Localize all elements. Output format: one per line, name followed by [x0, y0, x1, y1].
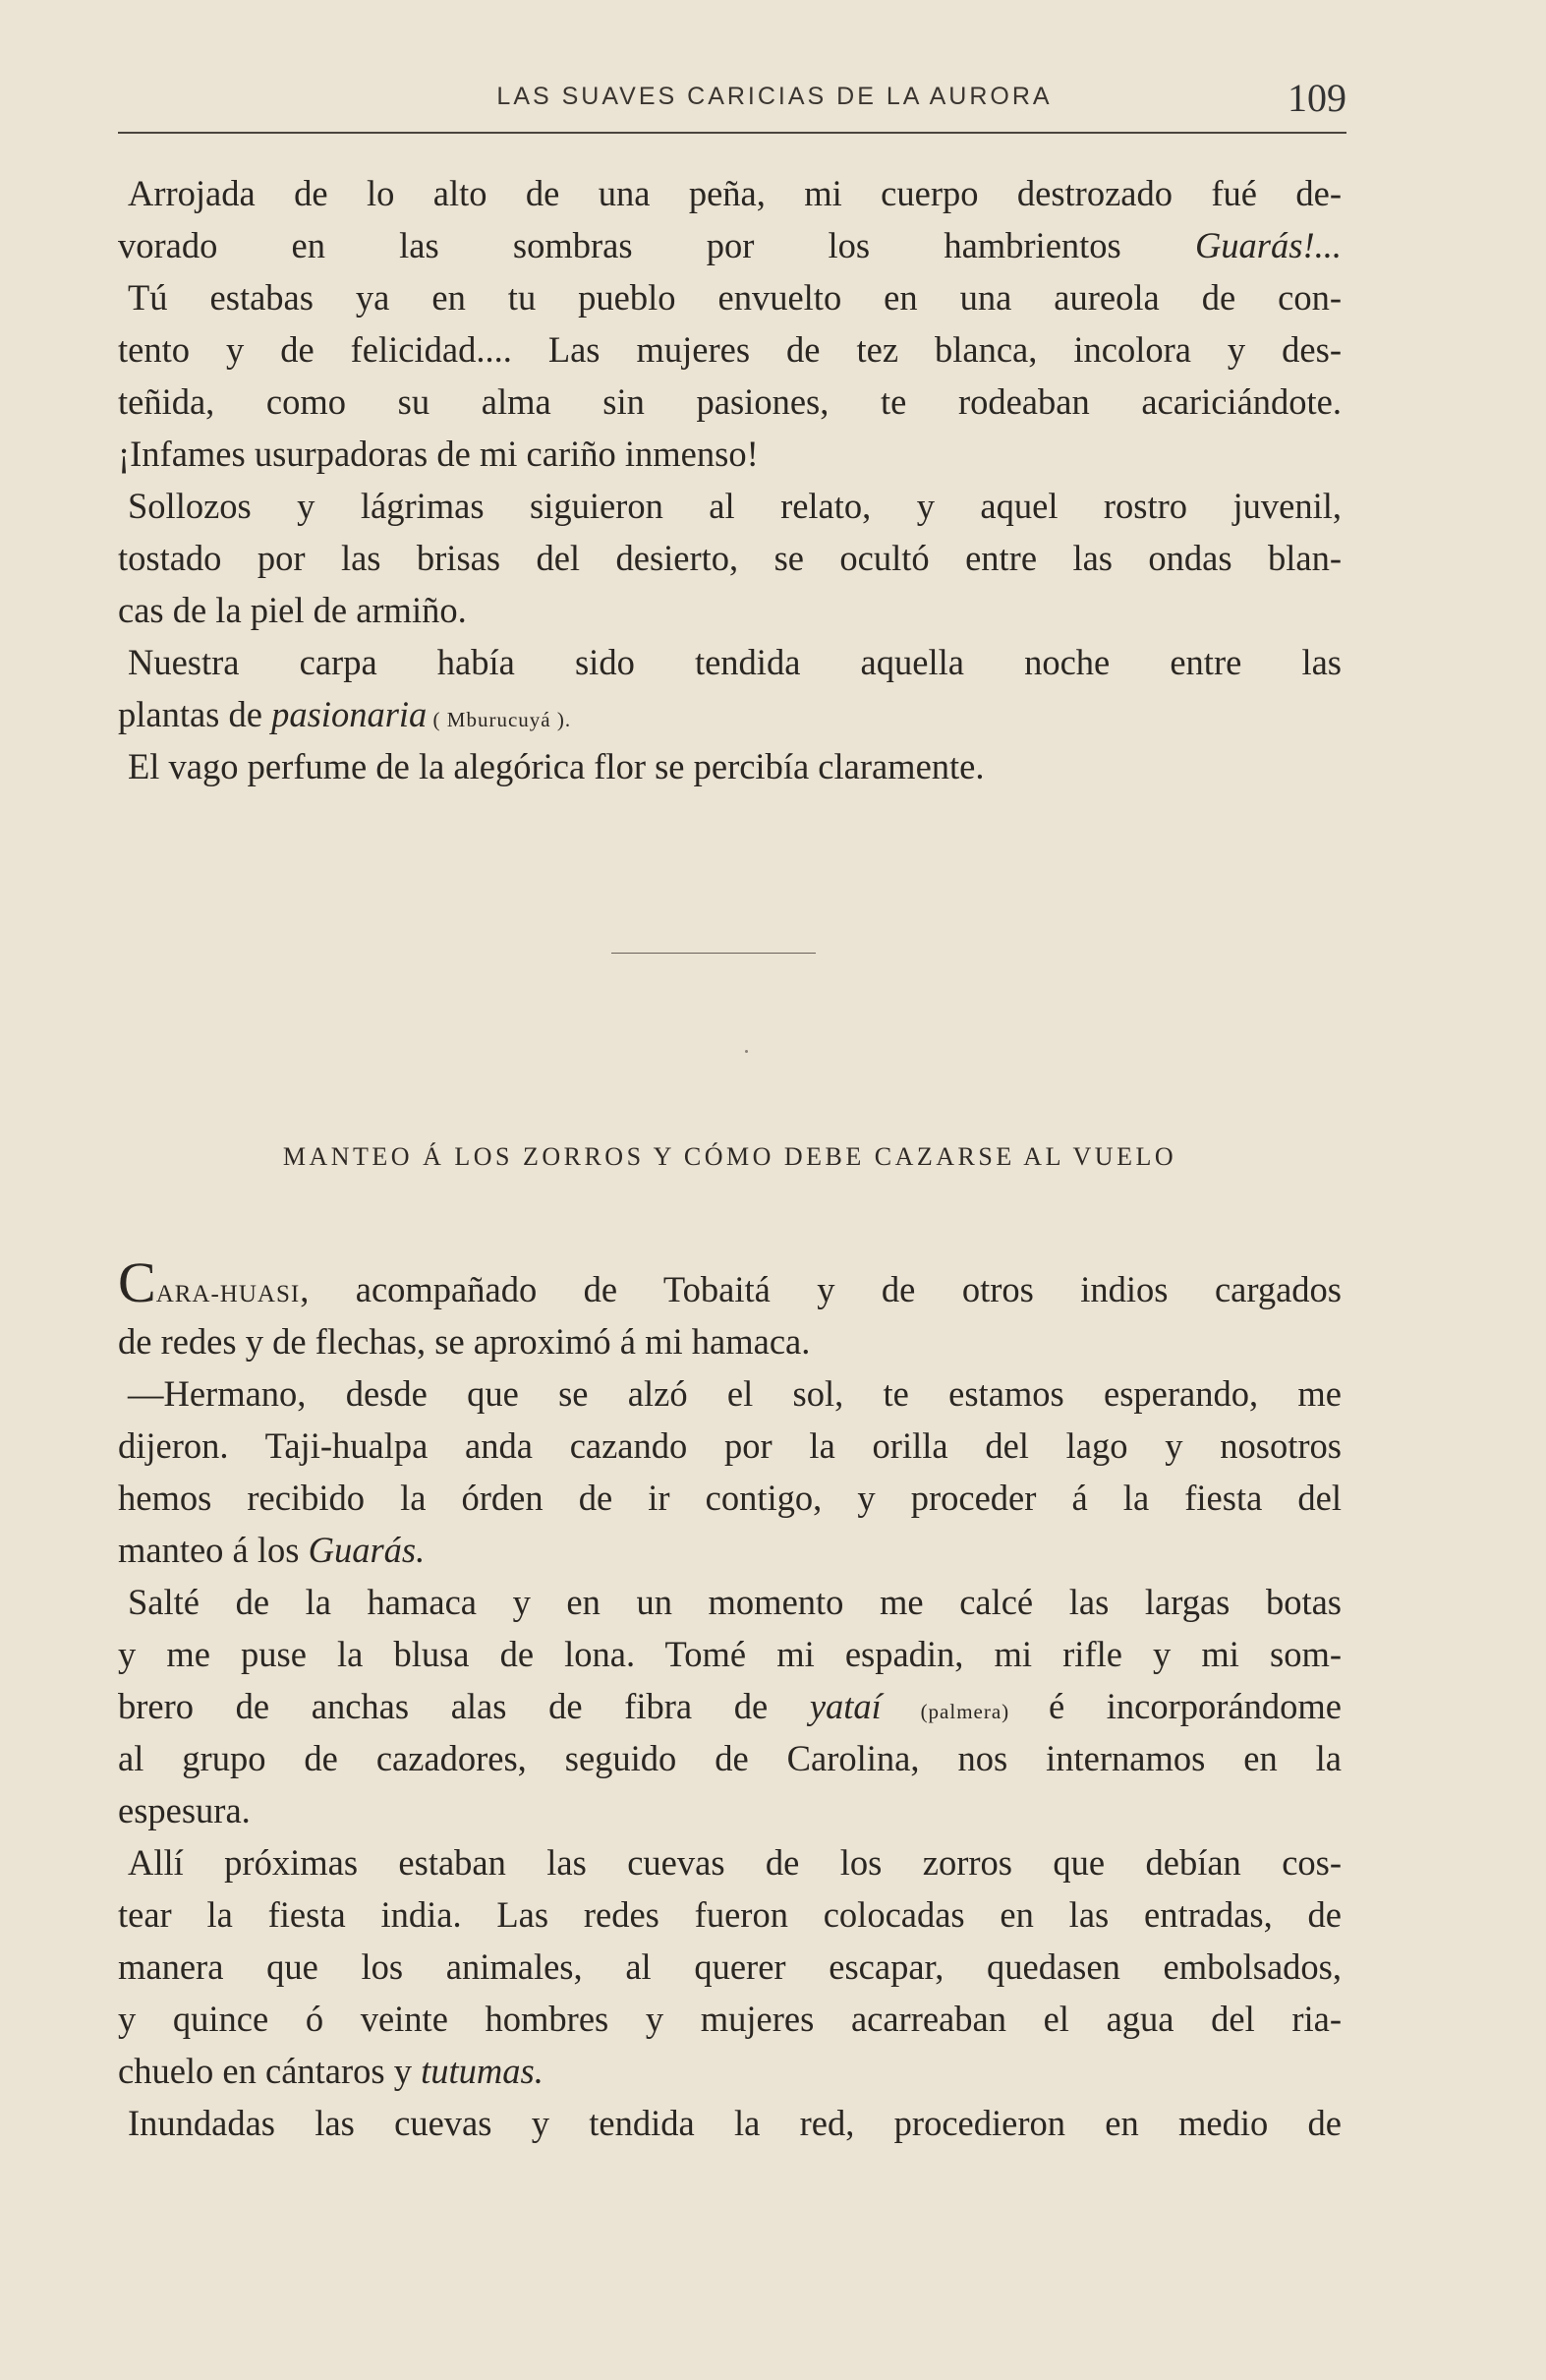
- section-divider: [611, 953, 816, 954]
- text-line: Arrojada de lo alto de una peña, mi cuerpo destrozado fué de-: [128, 173, 1342, 213]
- small-caps-name: ARA-HUASI: [155, 1281, 301, 1307]
- text-line: teñida, como su alma sin pasiones, te rodeaban acariciándote.: [118, 381, 1342, 422]
- drop-cap: C: [118, 1250, 156, 1314]
- page-header: [118, 73, 1346, 134]
- text-line: —Hermano, desde que se alzó el sol, te estamos esperando, me: [128, 1373, 1342, 1414]
- text-block-first: [118, 167, 1342, 792]
- text-line: cas de la piel de armiño.: [118, 590, 467, 630]
- text-line: Tú estabas ya en tu pueblo envuelto en una aureola de con-: [128, 277, 1342, 318]
- text-line: chuelo en cántaros y tutumas.: [118, 2051, 544, 2091]
- text-line: espesura.: [118, 1790, 251, 1830]
- text-line: plantas de pasionaria ( Mburucuyá ).: [118, 694, 572, 734]
- text-line: brero de anchas alas de fibra de yataí (palmera) é incorporándome: [118, 1686, 1342, 1726]
- text-line: de redes y de flechas, se aproximó á mi hamaca.: [118, 1321, 811, 1362]
- text-line: y quince ó veinte hombres y mujeres acarreaban el agua del ria-: [118, 1999, 1342, 2039]
- text-line: Salté de la hamaca y en un momento me calcé las largas botas: [128, 1582, 1342, 1622]
- text-line: tostado por las brisas del desierto, se ocultó entre las ondas blan-: [118, 538, 1342, 578]
- italic-term: pasionaria: [271, 694, 428, 734]
- gloss: ( Mburucuyá ).: [427, 708, 572, 731]
- text-line: El vago perfume de la alegórica flor se percibía claramente.: [128, 746, 985, 786]
- italic-term: Guarás.: [308, 1530, 426, 1570]
- text-line: tear la fiesta india. Las redes fueron colocadas en las entradas, de: [118, 1894, 1342, 1935]
- italic-term: yataí: [809, 1686, 882, 1726]
- text-line: y me puse la blusa de lona. Tomé mi espadin, mi rifle y mi som-: [118, 1634, 1342, 1674]
- text-line: CARA-HUASI, acompañado de Tobaitá y de otros indios cargados: [118, 1250, 1342, 1314]
- text-line: Allí próximas estaban las cuevas de los zorros que debían cos-: [128, 1842, 1342, 1883]
- text-line: ¡Infames usurpadoras de mi cariño inmenso!: [118, 434, 759, 474]
- text-line: Sollozos y lágrimas siguieron al relato, y aquel rostro juvenil,: [128, 486, 1342, 526]
- gloss: (palmera): [881, 1700, 1049, 1723]
- italic-term: tutumas.: [421, 2051, 544, 2091]
- text-line: manera que los animales, al querer escapar, quedasen embolsados,: [118, 1946, 1342, 1987]
- text-block-second: [118, 1250, 1342, 2149]
- text-line: vorado en las sombras por los hambrientos Guarás!...: [118, 225, 1342, 265]
- text-line: dijeron. Taji-hualpa anda cazando por la orilla del lago y nosotros: [118, 1425, 1342, 1466]
- section-title: MANTEO Á LOS ZORROS Y CÓMO DEBE CAZARSE AL VUELO: [282, 1142, 1177, 1171]
- page-number: 109: [1288, 76, 1346, 120]
- text-line: Nuestra carpa había sido tendida aquella noche entre las: [128, 642, 1342, 682]
- text-line: hemos recibido la órden de ir contigo, y proceder á la fiesta del: [118, 1478, 1342, 1518]
- text-line: al grupo de cazadores, seguido de Carolina, nos internamos en la: [118, 1738, 1342, 1778]
- text-line: tento y de felicidad.... Las mujeres de tez blanca, incolora y des-: [118, 329, 1342, 370]
- running-head: LAS SUAVES CARICIAS DE LA AURORA: [496, 83, 1053, 110]
- ornament-dot: [745, 1050, 748, 1053]
- text-line: manteo á los Guarás.: [118, 1530, 426, 1570]
- italic-term: Guarás!...: [1194, 225, 1342, 265]
- text-line: Inundadas las cuevas y tendida la red, procedieron en medio de: [128, 2103, 1342, 2143]
